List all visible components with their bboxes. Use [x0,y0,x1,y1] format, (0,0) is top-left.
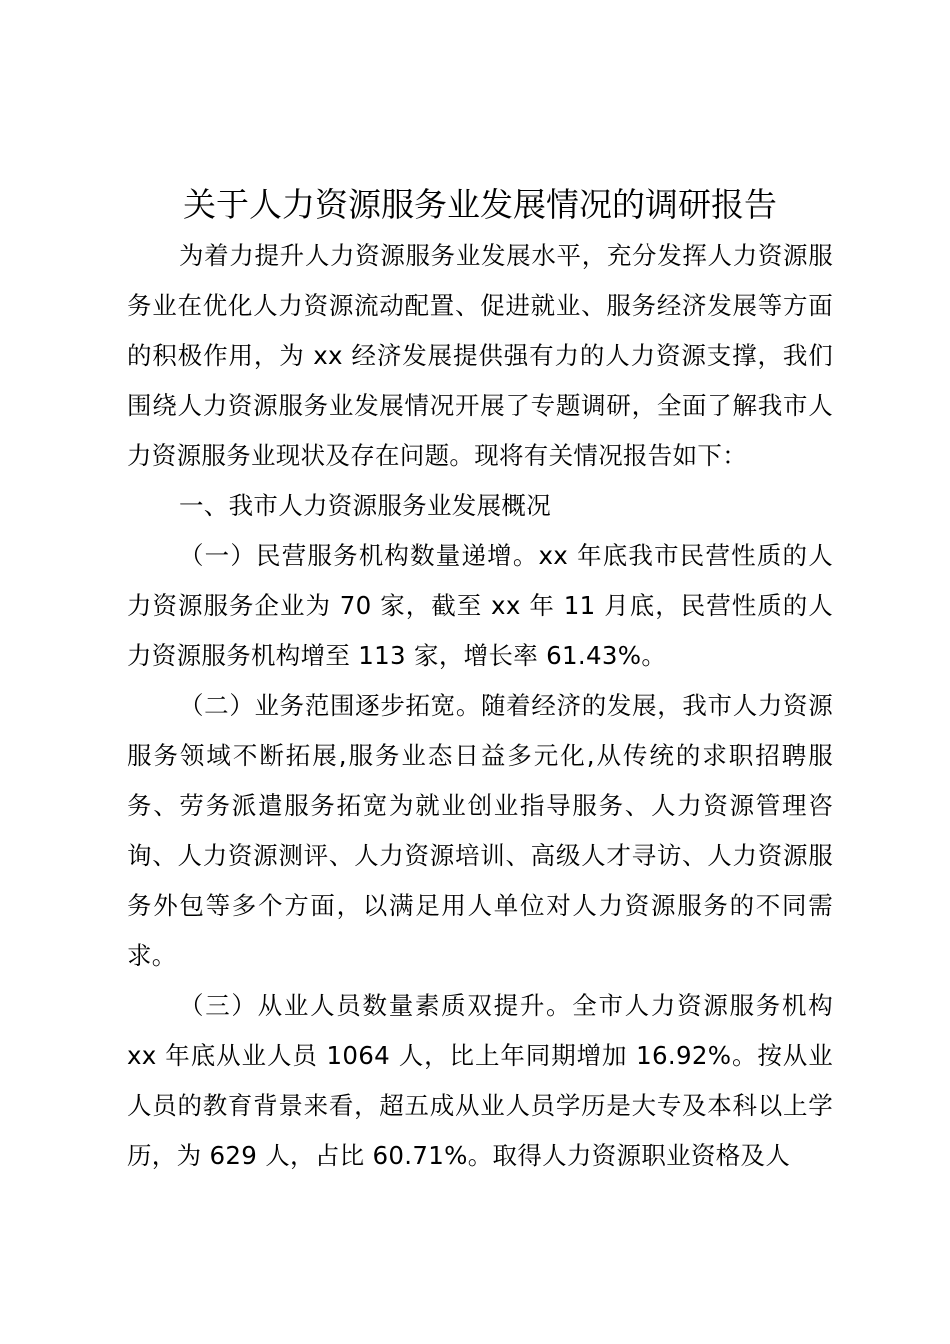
paragraph-staff: （三）从业人员数量素质双提升。全市人力资源服务机构 xx 年底从业人员 1064 人，比上年同期增加 16.92%。按从业人员的教育背景来看，超五成从业人员学历是大专及本科以上学历，为 629 人，占比 60.71%。取得人力资源职业资格及人 [127,991,833,1170]
paragraph-private-agencies: （一）民营服务机构数量递增。xx 年底我市民营性质的人力资源服务企业为 70 家，截至 xx 年 11 月底，民营性质的人力资源服务机构增至 113 家，增长率 61.43%。 [127,541,833,670]
intro-paragraph: 为着力提升人力资源服务业发展水平，充分发挥人力资源服务业在优化人力资源流动配置、促进就业、服务经济发展等方面的积极作用，为 xx 经济发展提供强有力的人力资源支撑，我们围绕人力资源服务业发展情况开展了专题调研，全面了解我市人力资源服务业现状及存在问题。现将有关情况报告如下： [127,241,833,470]
paragraph-business-scope: （二）业务范围逐步拓宽。随着经济的发展，我市人力资源服务领域不断拓展,服务业态日益多元化,从传统的求职招聘服务、劳务派遣服务拓宽为就业创业指导服务、人力资源管理咨询、人力资源测评、人力资源培训、高级人才寻访、人力资源服务外包等多个方面，以满足用人单位对人力资源服务的不同需求。 [127,691,833,970]
section-heading: 一、我市人力资源服务业发展概况 [179,491,551,520]
document-body [127,231,833,1181]
document-title: 关于人力资源服务业发展情况的调研报告 [183,185,777,224]
